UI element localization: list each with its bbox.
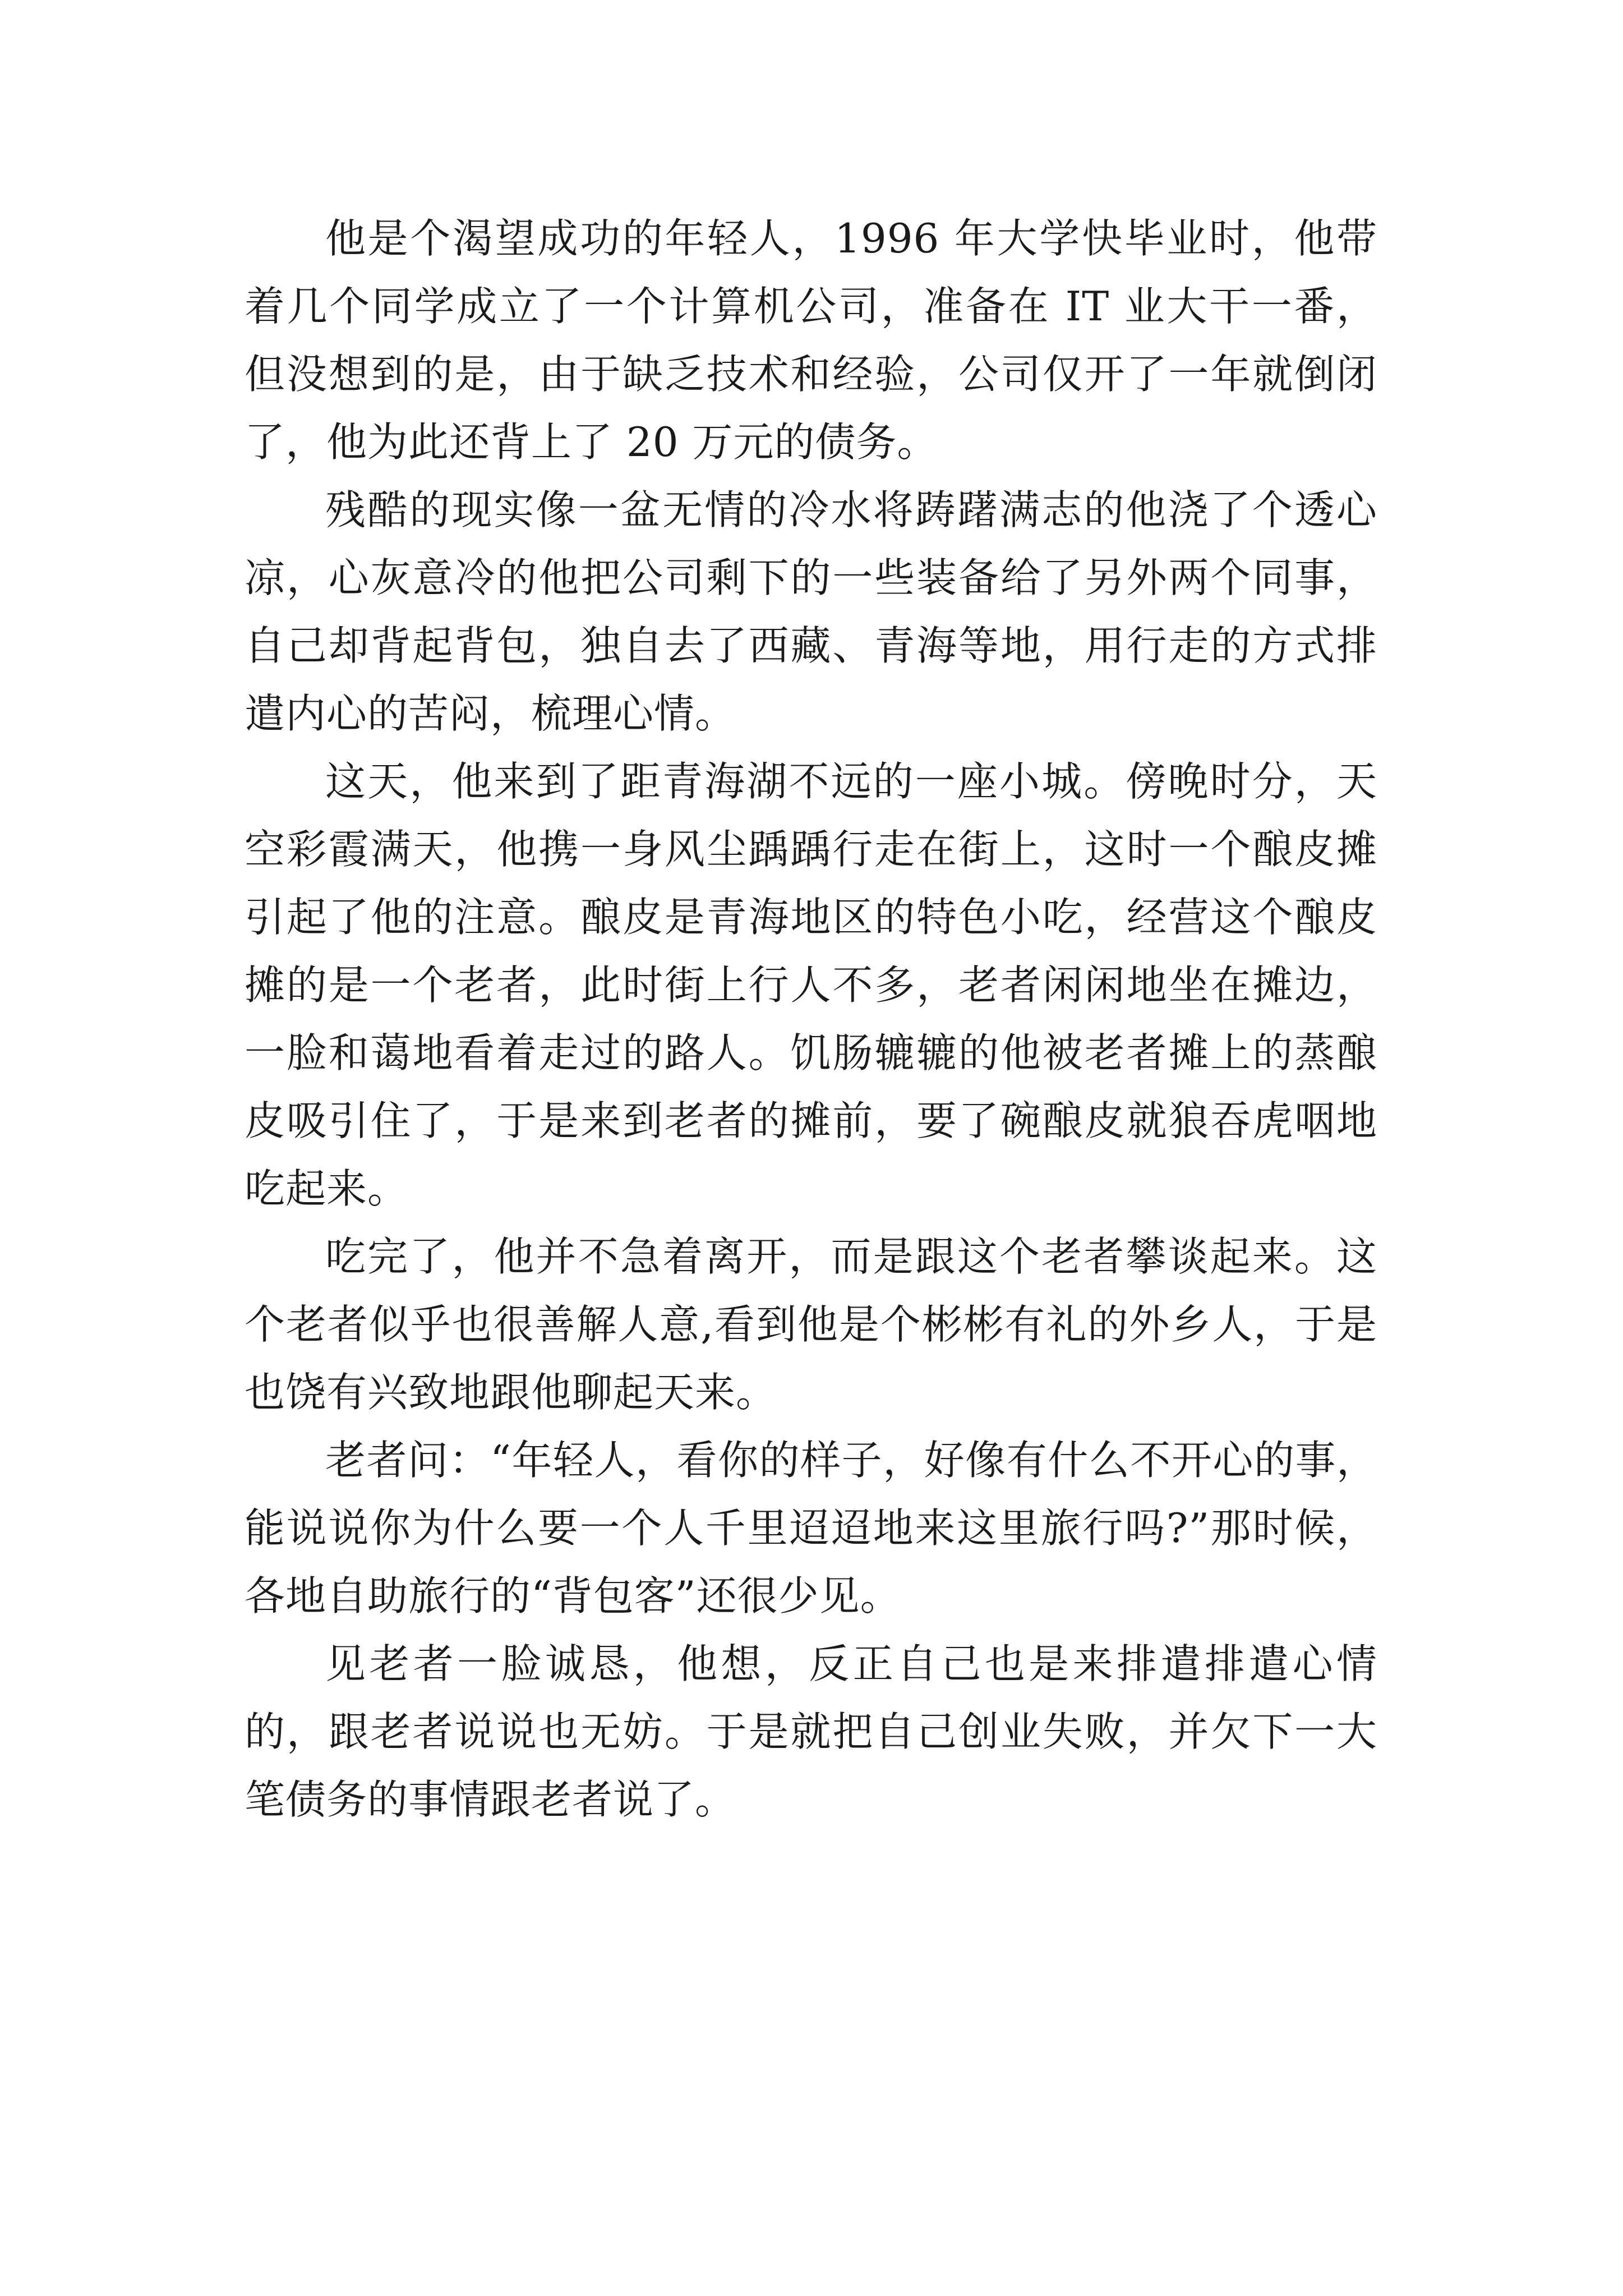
paragraph-1: 他是个渴望成功的年轻人，1996 年大学快毕业时，他带着几个同学成立了一个计算机公司，准备在 IT 业大干一番，但没想到的是，由于缺乏技术和经验，公司仅开了一年就倒闭了，他为此还背上了 20 万元的债务。 bbox=[245, 215, 1377, 466]
paragraph-6: 见老者一脸诚恳，他想，反正自己也是来排遣排遣心情的，跟老者说说也无妨。于是就把自己创业失败，并欠下一大笔债务的事情跟老者说了。 bbox=[245, 1640, 1377, 1823]
document-body bbox=[245, 205, 1377, 1834]
paragraph-2: 残酷的现实像一盆无情的冷水将踌躇满志的他浇了个透心凉，心灰意冷的他把公司剩下的一些装备给了另外两个同事，自己却背起背包，独自去了西藏、青海等地，用行走的方式排遣内心的苦闷，梳理心情。 bbox=[245, 486, 1377, 737]
paragraph-4: 吃完了，他并不急着离开，而是跟这个老者攀谈起来。这个老者似乎也很善解人意,看到他是个彬彬有礼的外乡人，于是也饶有兴致地跟他聊起天来。 bbox=[245, 1233, 1377, 1416]
paragraph-5: 老者问：“年轻人，看你的样子，好像有什么不开心的事，能说说你为什么要一个人千里迢迢地来这里旅行吗?”那时候，各地自助旅行的“背包客”还很少见。 bbox=[245, 1437, 1377, 1619]
paragraph-3: 这天，他来到了距青海湖不远的一座小城。傍晚时分，天空彩霞满天，他携一身风尘踽踽行走在街上，这时一个酿皮摊引起了他的注意。酿皮是青海地区的特色小吃，经营这个酿皮摊的是一个老者，此时街上行人不多，老者闲闲地坐在摊边，一脸和蔼地看着走过的路人。饥肠辘辘的他被老者摊上的蒸酿皮吸引住了，于是来到老者的摊前，要了碗酿皮就狼吞虎咽地吃起来。 bbox=[245, 758, 1377, 1212]
